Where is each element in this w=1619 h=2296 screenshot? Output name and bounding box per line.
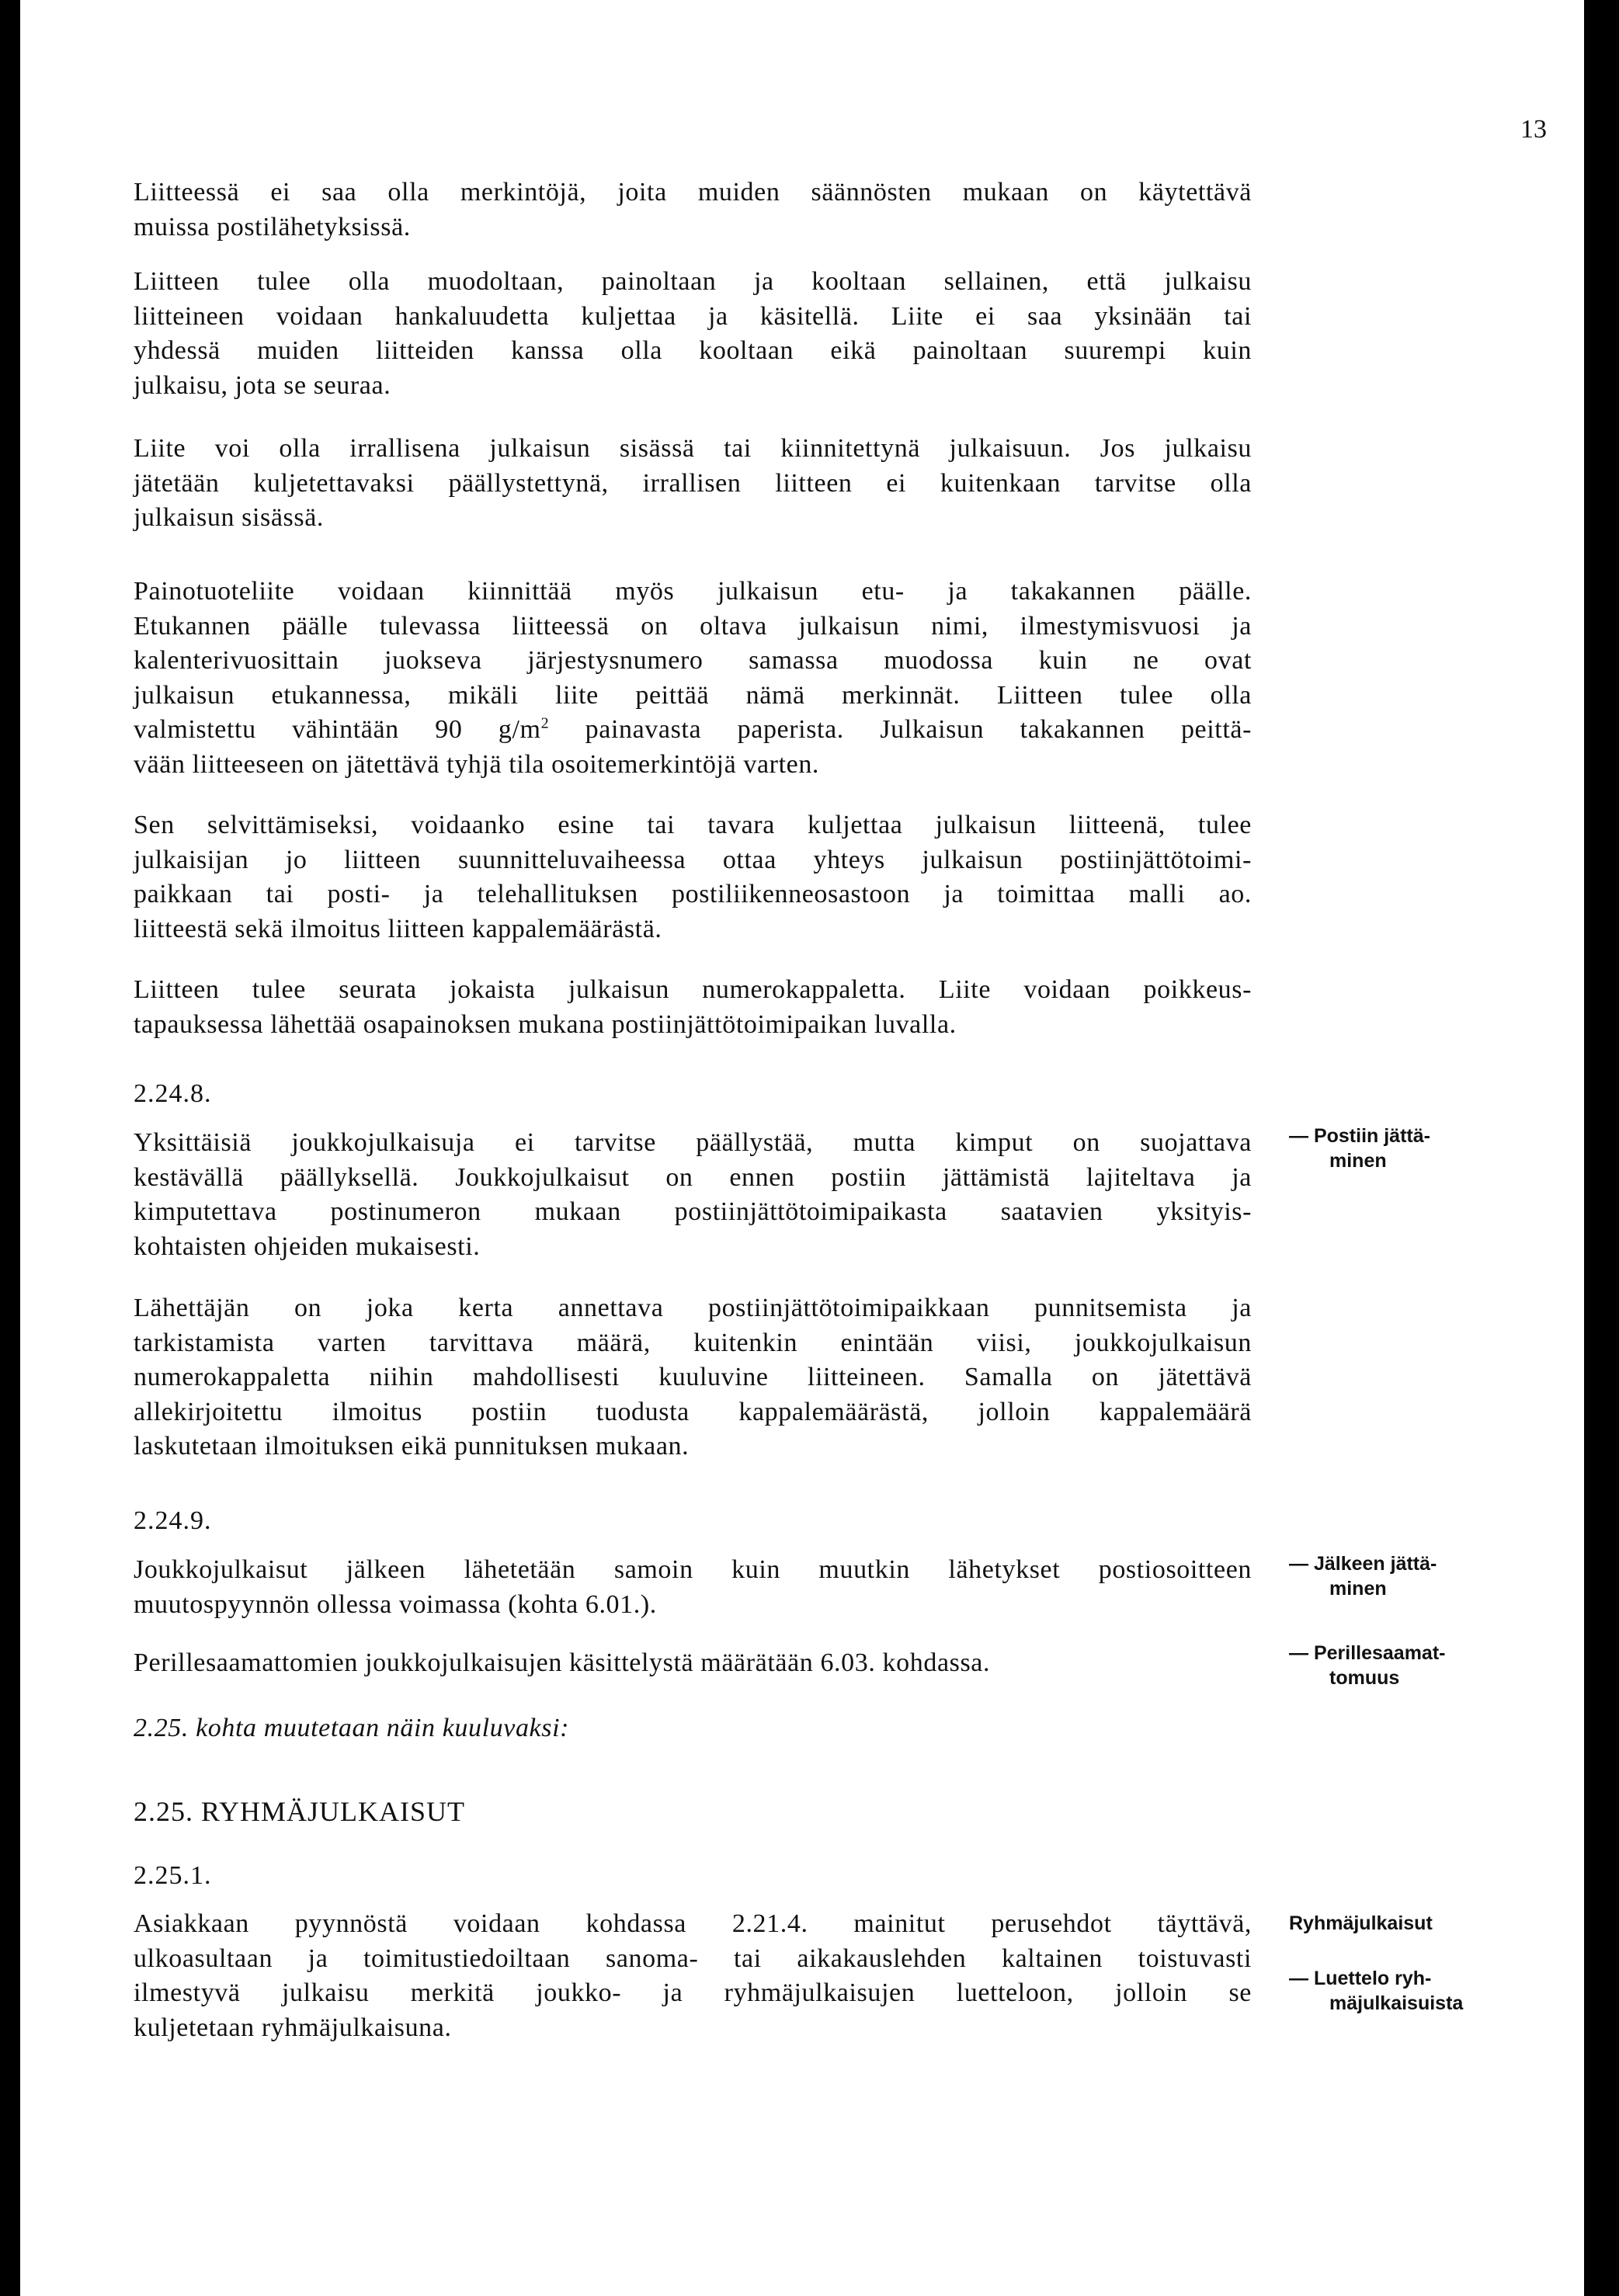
line-start: valmistettu vähintään 90 g/m: [134, 715, 541, 745]
text-line: tapauksessa lähettää osapainoksen mukana postiinjättötoimipaikan luvalla.: [134, 1009, 957, 1039]
text-line: Etukannen päälle tulevassa liitteessä on oltava julkaisun nimi, ilmestymisvuosi ja: [134, 611, 1252, 641]
margin-note-line: — Perillesaamat-: [1289, 1642, 1446, 1664]
text-line: Lähettäjän on joka kerta annettava postiinjättötoimipaikkaan punnitsemista ja: [134, 1294, 1252, 1322]
paragraph-undeliverable: [134, 1646, 1252, 1681]
text-line: kestävällä päällyksellä. Joukkojulkaisut on ennen postiin jättämistä lajiteltava ja: [134, 1162, 1252, 1192]
paragraph-attachment-copies: [134, 973, 1252, 1042]
text-line: liitteestä sekä ilmoitus liitteen kappalemäärästä.: [134, 914, 662, 943]
line-end: painavasta paperista. Julkaisun takakannen peittä-: [549, 715, 1252, 745]
text-line: Painotuoteliite voidaan kiinnittää myös julkaisun etu- ja takakannen päälle.: [134, 577, 1252, 606]
paragraph-forwarding: [134, 1553, 1252, 1622]
text-line: julkaisu, jota se seuraa.: [134, 370, 391, 400]
paragraph-sender-weighing: [134, 1291, 1252, 1464]
text-line: kimputettava postinumeron mukaan postiinjättötoimipaikasta saatavien yksityis-: [134, 1197, 1252, 1227]
superscript: 2: [540, 715, 550, 733]
text-line: ilmestyvä julkaisu merkitä joukko- ja ryhmäjulkaisujen luetteloon, jolloin se: [134, 1978, 1252, 2008]
text-line: ulkoasultaan ja toimitustiedoiltaan sanoma- tai aikakauslehden kaltainen toistuvasti: [134, 1943, 1252, 1973]
margin-note-line: Ryhmäjulkaisut: [1289, 1912, 1433, 1934]
text-line: julkaisijan jo liitteen suunnitteluvaiheessa ottaa yhteys julkaisun postiinjättötoimi-: [134, 845, 1252, 874]
scan-border-left: [0, 0, 20, 2296]
amendment-note: 2.25. kohta muutetaan näin kuuluvaksi:: [134, 1714, 570, 1742]
text-line-with-superscript: [134, 713, 1252, 748]
paragraph-attachment-markings: [134, 175, 1252, 245]
text-line: kalenterivuosittain juokseva järjestysnumero samassa muodossa kuin ne ovat: [134, 646, 1252, 676]
text-line: julkaisun etukannessa, mikäli liite peittää nämä merkinnät. Liitteen tulee olla: [134, 680, 1252, 710]
margin-note-line: minen: [1329, 1150, 1387, 1172]
margin-note-line: mäjulkaisuista: [1329, 1992, 1464, 2014]
section-number: 2.24.9.: [134, 1506, 212, 1535]
margin-note-line: tomuus: [1329, 1667, 1400, 1689]
paragraph-attachment-inquiry: [134, 808, 1252, 947]
paragraph-group-publication: [134, 1907, 1252, 2045]
page-number: 13: [1520, 115, 1547, 144]
text-line: numerokappaletta niihin mahdollisesti kuuluvine liitteineen. Samalla on jätettävä: [134, 1363, 1252, 1392]
text-line: yhdessä muiden liitteiden kanssa olla kooltaan eikä painoltaan suurempi kuin: [134, 336, 1252, 366]
text-line: liitteineen voidaan hankaluudetta kuljettaa ja käsitellä. Liite ei saa yksinään tai: [134, 301, 1252, 331]
paragraph-bundle-packaging: [134, 1126, 1252, 1264]
text-line: muutospyynnön ollessa voimassa (kohta 6.01.).: [134, 1589, 657, 1619]
margin-note-undeliverable: [1289, 1641, 1491, 1690]
text-line: julkaisun sisässä.: [134, 503, 325, 533]
text-line: Liitteen tulee olla muodoltaan, painoltaan ja kooltaan sellainen, että julkaisu: [134, 267, 1252, 296]
paragraph-attachment-size: [134, 265, 1252, 403]
text-line: jätetään kuljetettavaksi päällystettynä, irrallisen liitteen ei kuitenkaan tarvitse olla: [134, 468, 1252, 498]
margin-note-line: minen: [1329, 1578, 1387, 1600]
text-line: Asiakkaan pyynnöstä voidaan kohdassa 2.21.4. mainitut perusehdot täyttävä,: [134, 1909, 1252, 1938]
margin-note-posting: [1289, 1124, 1491, 1173]
paragraph-loose-attachment: [134, 432, 1252, 536]
text-line: kohtaisten ohjeiden mukaisesti.: [134, 1231, 481, 1261]
text-line: laskutetaan ilmoituksen eikä punnituksen mukaan.: [134, 1432, 690, 1461]
section-heading: 2.25. RYHMÄJULKAISUT: [134, 1796, 466, 1827]
text-line: kuljetetaan ryhmäjulkaisuna.: [134, 2013, 452, 2042]
text-line: Liitteessä ei saa olla merkintöjä, joita muiden säännösten mukaan on käytettävä: [134, 178, 1252, 207]
margin-note-line: — Luettelo ryh-: [1289, 1968, 1432, 1989]
margin-note-line: — Postiin jättä-: [1289, 1125, 1430, 1147]
margin-note-group-list: [1289, 1966, 1491, 2016]
text-line: Liite voi olla irrallisena julkaisun sisässä tai kiinnitettynä julkaisuun. Jos julkaisu: [134, 434, 1252, 463]
text-line: vään liitteeseen on jätettävä tyhjä tila osoitemerkintöjä varten.: [134, 749, 820, 779]
margin-note-later-posting: [1289, 1551, 1491, 1601]
text-line: allekirjoitettu ilmoitus postiin tuodusta kappalemäärästä, jolloin kappalemäärä: [134, 1397, 1252, 1426]
text-line: tarkistamista varten tarvittava määrä, kuitenkin enintään viisi, joukkojulkaisun: [134, 1328, 1252, 1357]
scan-border-right: [1584, 0, 1619, 2296]
margin-note-group-publications: [1289, 1911, 1491, 1936]
text-line: muissa postilähetyksissä.: [134, 212, 411, 241]
text-line: Perillesaamattomien joukkojulkaisujen käsittelystä määrätään 6.03. kohdassa.: [134, 1648, 991, 1677]
text-line: Joukkojulkaisut jälkeen lähetetään samoin kuin muutkin lähetykset postiosoitteen: [134, 1555, 1252, 1584]
paragraph-printed-attachment: [134, 575, 1252, 783]
margin-note-line: — Jälkeen jättä-: [1289, 1553, 1437, 1575]
section-number: 2.25.1.: [134, 1861, 212, 1890]
text-line: Liitteen tulee seurata jokaista julkaisun numerokappaletta. Liite voidaan poikkeus-: [134, 975, 1252, 1004]
text-line: Yksittäisiä joukkojulkaisuja ei tarvitse päällystää, mutta kimput on suojattava: [134, 1128, 1252, 1157]
text-line: Sen selvittämiseksi, voidaanko esine tai tavara kuljettaa julkaisun liitteenä, tulee: [134, 811, 1252, 839]
text-line: paikkaan tai posti- ja telehallituksen postiliikenneosastoon ja toimittaa malli ao.: [134, 880, 1252, 909]
section-number: 2.24.8.: [134, 1079, 212, 1108]
